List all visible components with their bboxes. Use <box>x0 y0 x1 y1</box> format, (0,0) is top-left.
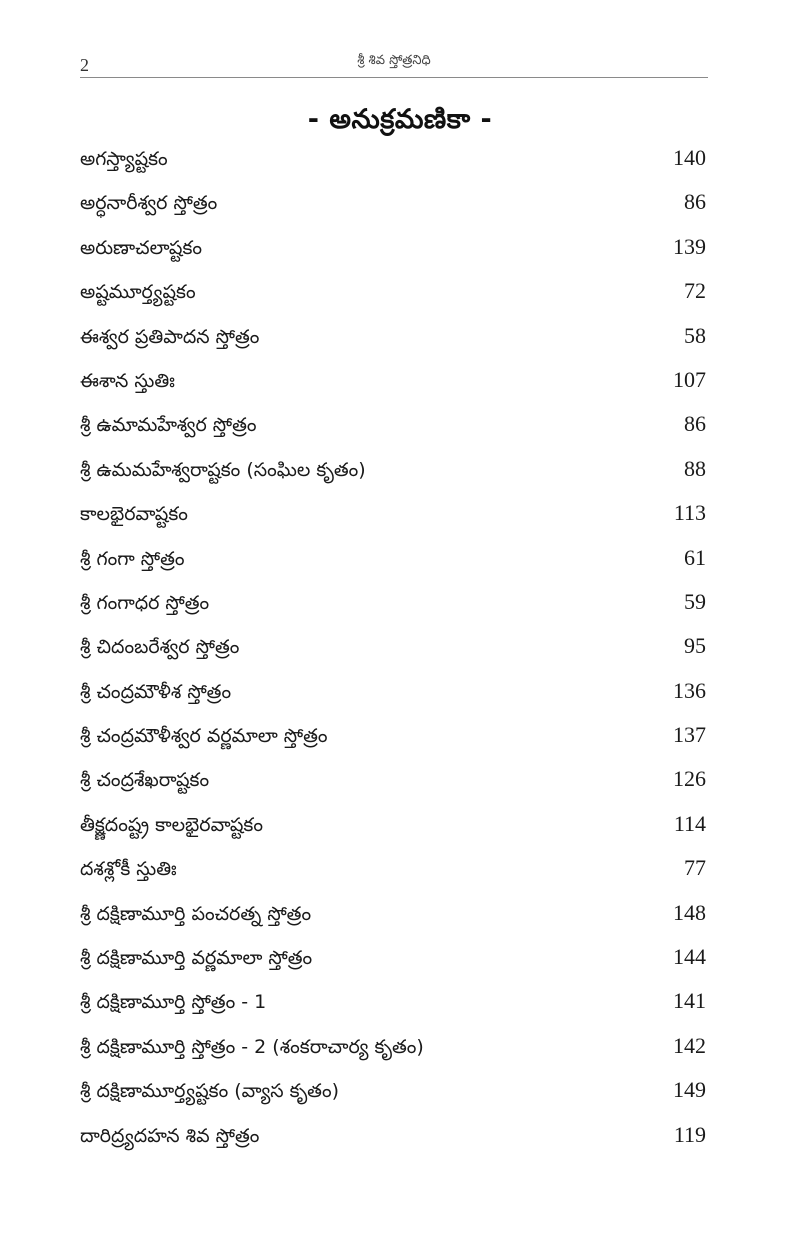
toc-entry-page: 88 <box>684 455 706 481</box>
toc-entry-title: శ్రీ చిదంబరేశ్వర స్తోత్రం <box>80 636 240 659</box>
toc-entry-title: ఈశ్వర ప్రతిపాదన స్తోత్రం <box>80 325 260 348</box>
toc-entry-page: 137 <box>673 722 706 748</box>
toc-entry[interactable] <box>80 893 706 937</box>
toc-entry[interactable] <box>80 759 706 803</box>
toc-entry-title: కాలభైరవాష్టకం <box>80 503 188 526</box>
toc-entry[interactable] <box>80 227 706 271</box>
toc-entry-page: 86 <box>684 411 706 437</box>
book-title: శ్రీ శివ స్తోత్రనిధి <box>357 53 431 68</box>
toc-entry-title: శ్రీ గంగాధర స్తోత్రం <box>80 591 210 614</box>
toc-entry-title: శ్రీ ఉమామహేశ్వర స్తోత్రం <box>80 414 257 437</box>
toc-entry-title: శ్రీ దక్షిణామూర్తి స్తోత్రం - 2 (శంకరాచార్య కృతం) <box>80 1035 424 1058</box>
toc-entry[interactable] <box>80 671 706 715</box>
toc-entry-page: 61 <box>684 544 706 570</box>
toc-entry-title: దశశ్లోకీ స్తుతిః <box>80 858 177 881</box>
toc-entry-title: శ్రీ దక్షిణామూర్తి స్తోత్రం - 1 <box>80 991 267 1014</box>
toc-entry[interactable] <box>80 138 706 182</box>
toc-entry-title: అగస్త్యాష్టకం <box>80 148 168 170</box>
toc-entry-title: శ్రీ దక్షిణామూర్త్యష్టకం (వ్యాస కృతం) <box>80 1080 340 1103</box>
toc-entry-title: అర్ధనారీశ్వర స్తోత్రం <box>80 192 218 215</box>
toc-entry-title: ఈశాన స్తుతిః <box>80 369 175 392</box>
toc-entry-title: తీక్ష్ణదంష్ట్ర కాలభైరవాష్టకం <box>80 813 263 836</box>
toc-entry[interactable] <box>80 804 706 848</box>
toc-entry[interactable] <box>80 715 706 759</box>
toc-entry-page: 148 <box>673 899 706 925</box>
table-of-contents <box>80 138 706 1159</box>
toc-entry[interactable] <box>80 1026 706 1070</box>
page-number: 2 <box>80 55 89 75</box>
toc-entry[interactable] <box>80 449 706 493</box>
toc-entry-page: 142 <box>673 1032 706 1058</box>
toc-entry-title: శ్రీ దక్షిణామూర్తి పంచరత్న స్తోత్రం <box>80 902 312 925</box>
toc-entry-page: 72 <box>684 278 706 304</box>
toc-entry-title: శ్రీ చంద్రమౌళీశ స్తోత్రం <box>80 680 232 703</box>
toc-entry-title: అరుణాచలాష్టకం <box>80 236 203 259</box>
toc-entry[interactable] <box>80 493 706 537</box>
toc-entry-title: దారిద్ర్యదహన శివ స్తోత్రం <box>80 1124 260 1147</box>
toc-entry-page: 114 <box>673 810 706 836</box>
toc-entry-page: 77 <box>684 855 706 881</box>
toc-entry[interactable] <box>80 937 706 981</box>
toc-entry-page: 141 <box>673 988 706 1014</box>
toc-entry[interactable] <box>80 538 706 582</box>
toc-entry-page: 149 <box>673 1077 706 1103</box>
toc-entry[interactable] <box>80 316 706 360</box>
toc-entry-title: శ్రీ గంగా స్తోత్రం <box>80 547 185 570</box>
toc-entry-page: 95 <box>684 633 706 659</box>
toc-entry-page: 86 <box>684 189 706 215</box>
toc-entry-page: 113 <box>673 500 706 526</box>
toc-entry-title: శ్రీ చంద్రశేఖరాష్టకం <box>80 769 210 792</box>
toc-entry-page: 144 <box>673 944 706 970</box>
toc-entry[interactable] <box>80 981 706 1025</box>
toc-entry-title: శ్రీ చంద్రమౌళీశ్వర వర్ణమాలా స్తోత్రం <box>80 725 328 748</box>
toc-entry[interactable] <box>80 182 706 226</box>
toc-entry-title: శ్రీ ఉమమహేశ్వరాష్టకం (సంఘిల కృతం) <box>80 458 366 481</box>
toc-entry-title: శ్రీ దక్షిణామూర్తి వర్ణమాలా స్తోత్రం <box>80 947 313 970</box>
toc-entry-page: 139 <box>673 233 706 259</box>
toc-entry[interactable] <box>80 1070 706 1114</box>
running-header <box>80 53 708 78</box>
toc-heading: - అనుక్రమణికా - <box>307 104 493 136</box>
toc-entry[interactable] <box>80 626 706 670</box>
toc-entry-page: 107 <box>673 366 706 392</box>
toc-entry-page: 119 <box>673 1121 706 1147</box>
toc-entry[interactable] <box>80 1115 706 1159</box>
toc-entry-page: 58 <box>684 322 706 348</box>
toc-entry-page: 59 <box>684 588 706 614</box>
toc-entry[interactable] <box>80 360 706 404</box>
toc-entry[interactable] <box>80 271 706 315</box>
toc-entry-title: అష్టమూర్త్యష్టకం <box>80 281 196 304</box>
toc-entry-page: 136 <box>673 677 706 703</box>
toc-entry[interactable] <box>80 404 706 448</box>
toc-entry[interactable] <box>80 848 706 892</box>
toc-entry-page: 140 <box>673 145 706 170</box>
toc-entry-page: 126 <box>673 766 706 792</box>
toc-entry[interactable] <box>80 582 706 626</box>
